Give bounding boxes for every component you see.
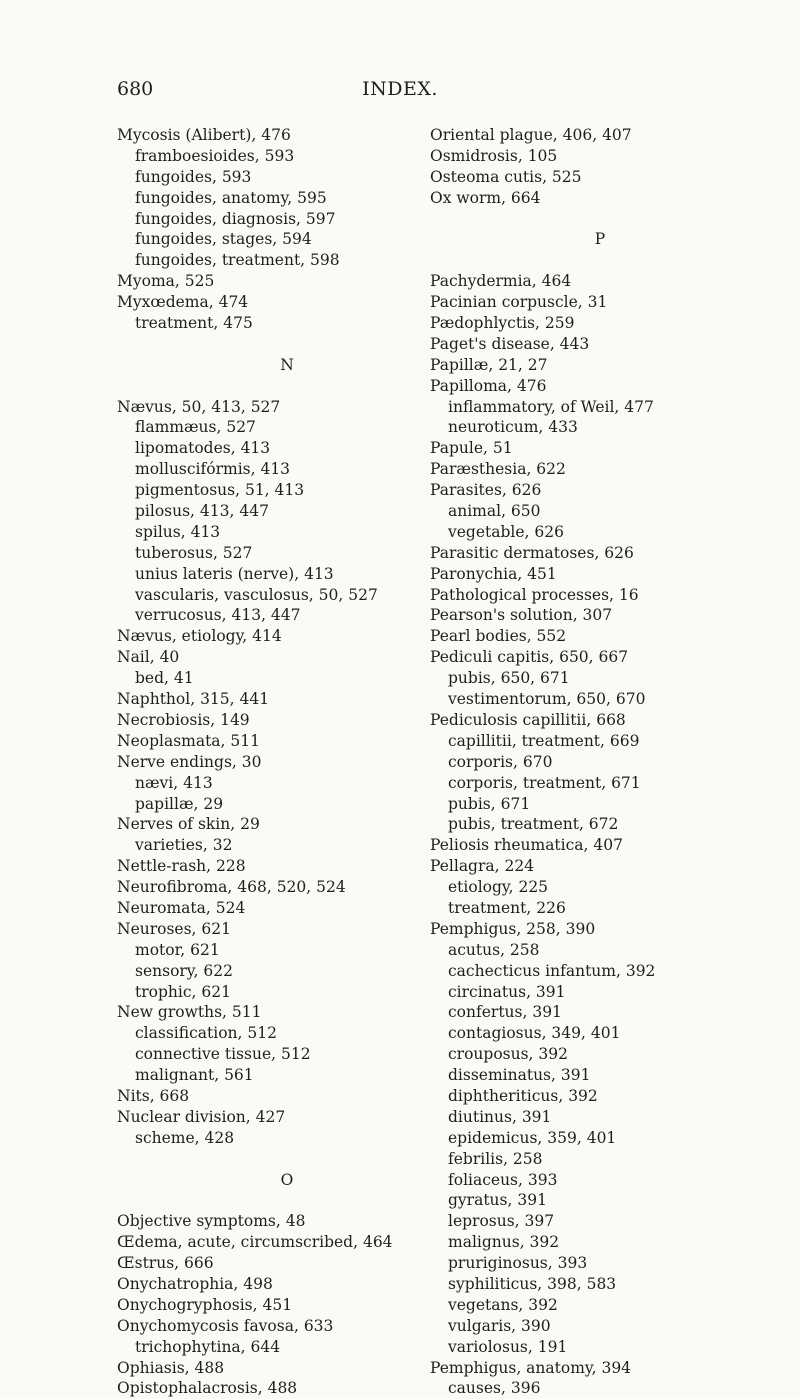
index-subentry: fungoides, anatomy, 595	[135, 188, 327, 207]
index-subentry: treatment, 475	[135, 314, 253, 333]
index-subentry: fungoides, stages, 594	[135, 230, 312, 249]
index-entry: Paronychia, 451	[430, 564, 557, 583]
index-subentry: fungoides, 593	[135, 167, 252, 186]
index-subentry: corporis, treatment, 671	[448, 773, 641, 792]
index-entry: Onychomycosis favosa, 633	[117, 1316, 334, 1335]
index-subentry: trichophytina, 644	[135, 1337, 281, 1356]
index-subentry: animal, 650	[448, 502, 541, 521]
index-subentry: pruriginosus, 393	[448, 1254, 588, 1273]
index-entry: Pacinian corpuscle, 31	[430, 293, 608, 312]
index-entry: Nettle-rash, 228	[117, 857, 246, 876]
index-entry: Pædophlyctis, 259	[430, 314, 575, 333]
index-entry: Pearl bodies, 552	[430, 627, 567, 646]
index-subentry: leprosus, 397	[448, 1212, 555, 1231]
index-subentry: neuroticum, 433	[448, 418, 578, 437]
index-entry: Pathological processes, 16	[430, 585, 639, 604]
index-entry: Nævus, 50, 413, 527	[117, 397, 281, 416]
index-subentry: diphtheriticus, 392	[448, 1086, 598, 1105]
index-subentry: malignant, 561	[135, 1066, 254, 1085]
index-entry: Nuclear division, 427	[117, 1107, 286, 1126]
index-entry: Pearson's solution, 307	[430, 606, 613, 625]
index-subentry: scheme, 428	[135, 1128, 235, 1147]
index-entry: Nits, 668	[117, 1086, 190, 1105]
right-index-column	[430, 125, 770, 1399]
index-subentry: variolosus, 191	[448, 1337, 568, 1356]
index-entry: Oriental plague, 406, 407	[430, 126, 632, 144]
index-subentry: lipomatodes, 413	[135, 439, 271, 458]
index-subentry: pubis, 671	[448, 794, 531, 813]
index-entry: Neuromata, 524	[117, 898, 246, 917]
index-subentry: causes, 396	[448, 1379, 541, 1398]
index-subentry: etiology, 225	[448, 878, 549, 897]
index-subentry: vegetans, 392	[448, 1295, 558, 1314]
index-subentry: vestimentorum, 650, 670	[448, 690, 646, 709]
index-entry: Neuroses, 621	[117, 919, 231, 938]
index-subentry: febrilis, 258	[448, 1149, 543, 1168]
index-entry: Papule, 51	[430, 439, 513, 458]
index-entry: Pellagra, 224	[430, 857, 535, 876]
index-subentry: circinatus, 391	[448, 982, 566, 1001]
index-subentry: gyratus, 391	[448, 1191, 547, 1210]
section-letter: N	[280, 355, 294, 374]
index-subentry: vegetable, 626	[448, 522, 564, 541]
index-subentry: unius lateris (nerve), 413	[135, 564, 334, 583]
index-subentry: fungoides, treatment, 598	[135, 251, 340, 270]
index-entry: Nerves of skin, 29	[117, 815, 260, 834]
index-entry: Peliosis rheumatica, 407	[430, 836, 623, 855]
section-letter: O	[280, 1170, 294, 1189]
index-entry: Pediculi capitis, 650, 667	[430, 648, 629, 667]
index-entry: Nerve endings, 30	[117, 752, 262, 771]
index-subentry: foliaceus, 393	[448, 1170, 558, 1189]
index-subentry: trophic, 621	[135, 982, 231, 1001]
index-entry: Onychogryphosis, 451	[117, 1295, 293, 1314]
index-entry: Osteoma cutis, 525	[430, 167, 582, 186]
index-subentry: treatment, 226	[448, 898, 566, 917]
index-subentry: classification, 512	[135, 1024, 277, 1043]
index-entry: Myxœdema, 474	[117, 293, 249, 312]
index-subentry: tuberosus, 527	[135, 543, 253, 562]
spacer	[430, 209, 770, 230]
spacer	[117, 1190, 457, 1211]
index-subentry: pubis, treatment, 672	[448, 815, 619, 834]
index-entry: Nævus, etiology, 414	[117, 627, 282, 646]
index-subentry: syphiliticus, 398, 583	[448, 1274, 617, 1293]
index-subentry: pubis, 650, 671	[448, 669, 570, 688]
index-entry: Neurofibroma, 468, 520, 524	[117, 878, 346, 897]
page-number: 680	[117, 78, 154, 100]
index-entry: Pediculosis capillitii, 668	[430, 710, 626, 729]
index-entry: Œstrus, 666	[117, 1254, 214, 1273]
index-subentry: fungoides, diagnosis, 597	[135, 209, 336, 228]
index-entry: Mycosis (Alibert), 476	[117, 126, 291, 144]
index-subentry: papillæ, 29	[135, 794, 224, 813]
index-entry: Opistophalacrosis, 488	[117, 1379, 298, 1398]
index-subentry: pilosus, 413, 447	[135, 502, 269, 521]
index-entry: Onychatrophia, 498	[117, 1274, 273, 1293]
index-subentry: nævi, 413	[135, 773, 213, 792]
index-subentry: varieties, 32	[135, 836, 233, 855]
index-subentry: pigmentosus, 51, 413	[135, 481, 305, 500]
index-subentry: epidemicus, 359, 401	[448, 1128, 617, 1147]
spacer	[430, 250, 770, 271]
index-subentry: acutus, 258	[448, 940, 540, 959]
index-entry: Ox worm, 664	[430, 188, 541, 207]
index-subentry: spilus, 413	[135, 522, 221, 541]
index-subentry: inflammatory, of Weil, 477	[448, 397, 654, 416]
index-entry: Paget's disease, 443	[430, 334, 590, 353]
index-subentry: vascularis, vasculosus, 50, 527	[135, 585, 378, 604]
index-entry: Parasitic dermatoses, 626	[430, 543, 634, 562]
index-subentry: sensory, 622	[135, 961, 233, 980]
index-entry: Pachydermia, 464	[430, 272, 572, 291]
index-subentry: corporis, 670	[448, 752, 553, 771]
index-entry: Nail, 40	[117, 648, 180, 667]
index-entry: Necrobiosis, 149	[117, 710, 250, 729]
index-subentry: capillitii, treatment, 669	[448, 731, 640, 750]
index-entry: Pemphigus, anatomy, 394	[430, 1358, 632, 1377]
left-index-column	[117, 125, 457, 1399]
index-entry: Paræsthesia, 622	[430, 460, 566, 479]
index-entry: Myoma, 525	[117, 272, 215, 291]
index-subentry: motor, 621	[135, 940, 220, 959]
index-entry: Œdema, acute, circumscribed, 464	[117, 1233, 393, 1252]
index-subentry: diutinus, 391	[448, 1107, 552, 1126]
index-entry: Objective symptoms, 48	[117, 1212, 306, 1231]
page-title: INDEX.	[362, 78, 438, 100]
spacer	[117, 1149, 457, 1170]
index-entry: Parasites, 626	[430, 481, 542, 500]
index-entry: Neoplasmata, 511	[117, 731, 260, 750]
index-subentry: connective tissue, 512	[135, 1045, 311, 1064]
index-subentry: molluscifórmis, 413	[135, 460, 291, 479]
index-entry: Pemphigus, 258, 390	[430, 919, 596, 938]
spacer	[117, 334, 457, 355]
index-entry: Osmidrosis, 105	[430, 146, 558, 165]
index-subentry: framboesioides, 593	[135, 146, 295, 165]
index-entry: Papilloma, 476	[430, 376, 547, 395]
index-entry: Papillæ, 21, 27	[430, 355, 548, 374]
index-entry: Naphthol, 315, 441	[117, 690, 270, 709]
index-subentry: bed, 41	[135, 669, 194, 688]
index-subentry: confertus, 391	[448, 1003, 562, 1022]
index-subentry: cachecticus infantum, 392	[448, 961, 656, 980]
index-entry: New growths, 511	[117, 1003, 262, 1022]
spacer	[117, 376, 457, 397]
section-letter: P	[594, 230, 606, 249]
index-subentry: verrucosus, 413, 447	[135, 606, 301, 625]
index-subentry: vulgaris, 390	[448, 1316, 551, 1335]
index-subentry: flammæus, 527	[135, 418, 256, 437]
index-subentry: disseminatus, 391	[448, 1066, 591, 1085]
index-entry: Ophiasis, 488	[117, 1358, 225, 1377]
index-subentry: malignus, 392	[448, 1233, 560, 1252]
index-subentry: crouposus, 392	[448, 1045, 568, 1064]
page-header	[0, 78, 800, 106]
index-subentry: contagiosus, 349, 401	[448, 1024, 621, 1043]
